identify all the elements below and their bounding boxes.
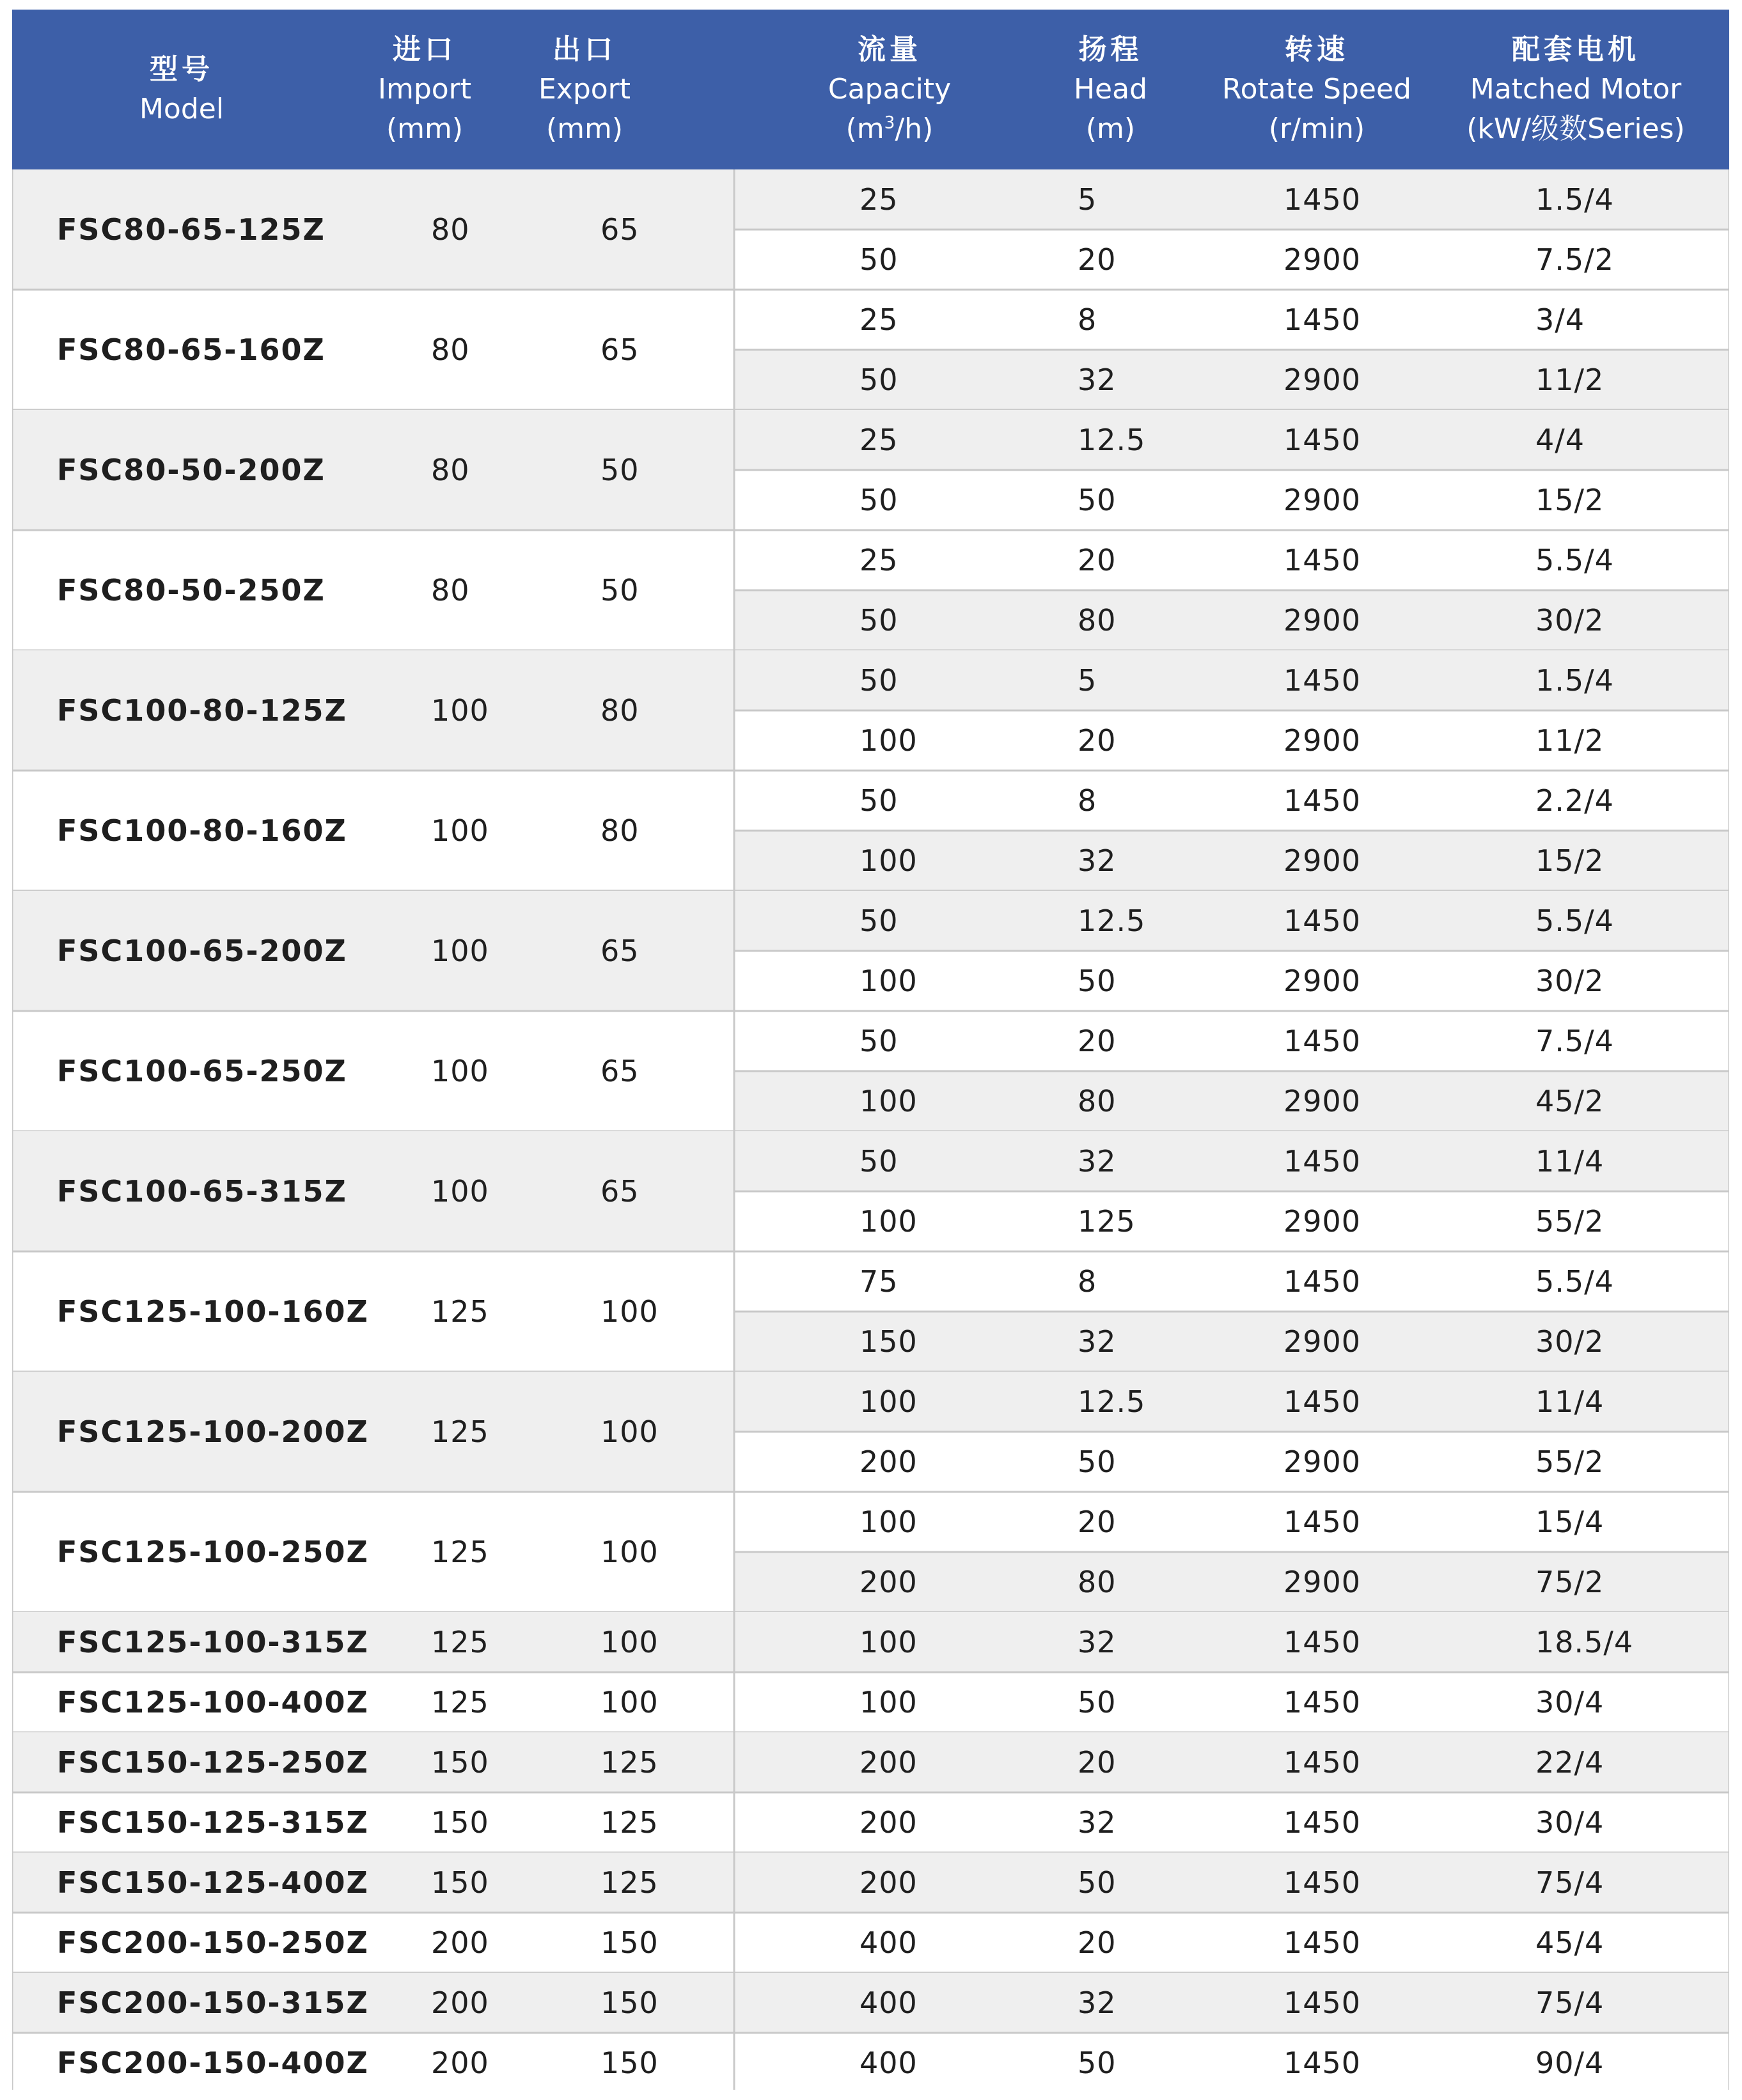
motor-cell: 18.5/4 [1535,1625,1634,1659]
motor-cell: 90/4 [1535,2046,1605,2080]
motor-cell: 55/2 [1535,1204,1605,1239]
import-cell: 125 [431,1685,489,1720]
speed-cell: 2900 [1283,843,1361,878]
export-cell: 65 [600,1174,640,1209]
capacity-cell: 25 [859,182,898,217]
import-cell: 100 [431,934,489,968]
capacity-cell: 200 [859,1865,918,1900]
header-motor-unit: (kW/级数Series) [1466,113,1685,145]
header-capacity-en: Capacity [828,73,952,106]
motor-cell: 30/2 [1535,1324,1605,1359]
speed-cell: 1450 [1283,302,1361,337]
capacity-cell: 50 [859,904,898,938]
header-head-zh: 扬程 [1078,33,1143,66]
capacity-cell: 100 [859,723,918,758]
model-cell: FSC150-125-250Z [57,1745,369,1780]
head-cell: 12.5 [1078,423,1146,457]
capacity-cell: 25 [859,302,898,337]
speed-cell: 2900 [1283,363,1361,397]
head-cell: 32 [1078,363,1117,397]
import-cell: 100 [431,693,489,728]
capacity-cell: 400 [859,1925,918,1960]
capacity-cell: 50 [859,1024,898,1058]
head-cell: 20 [1078,543,1117,577]
capacity-cell: 50 [859,242,898,277]
model-cell: FSC100-65-250Z [57,1054,347,1088]
head-cell: 5 [1078,182,1097,217]
import-cell: 100 [431,1054,489,1088]
head-cell: 32 [1078,1324,1117,1359]
motor-cell: 75/4 [1535,1986,1605,2020]
head-cell: 20 [1078,1505,1117,1539]
header-speed-zh: 转速 [1285,33,1349,66]
header-model [12,10,351,169]
head-cell: 32 [1078,1986,1117,2020]
speed-cell: 1450 [1283,783,1361,818]
motor-cell: 15/4 [1535,1505,1605,1539]
import-cell: 125 [431,1414,489,1449]
motor-cell: 5.5/4 [1535,1264,1614,1299]
speed-cell: 2900 [1283,1324,1361,1359]
head-cell: 20 [1078,242,1117,277]
motor-cell: 5.5/4 [1535,543,1614,577]
speed-cell: 1450 [1283,1986,1361,2020]
import-cell: 150 [431,1865,489,1900]
speed-cell: 1450 [1283,423,1361,457]
model-cell: FSC200-150-315Z [57,1986,369,2020]
import-cell: 125 [431,1294,489,1329]
motor-cell: 75/2 [1535,1565,1605,1599]
motor-cell: 45/4 [1535,1925,1605,1960]
export-cell: 65 [600,212,640,247]
import-cell: 150 [431,1745,489,1780]
header-model-en: Model [139,93,224,125]
speed-cell: 2900 [1283,964,1361,998]
capacity-cell: 50 [859,783,898,818]
capacity-cell: 150 [859,1324,918,1359]
motor-cell: 30/2 [1535,603,1605,638]
capacity-cell: 75 [859,1264,898,1299]
export-cell: 100 [600,1294,659,1329]
speed-cell: 1450 [1283,182,1361,217]
header-head-en: Head [1073,73,1148,106]
speed-cell: 2900 [1283,723,1361,758]
header-capacity-unit: $(m^3/h)$ [845,113,934,145]
header-import-en: Import [377,73,472,106]
capacity-cell: 400 [859,1986,918,2020]
header-import [351,10,498,169]
import-cell: 125 [431,1625,489,1659]
head-cell: 50 [1078,1445,1117,1479]
speed-cell: 1450 [1283,1625,1361,1659]
motor-cell: 4/4 [1535,423,1585,457]
header-capacity-zh: 流量 [858,33,922,66]
head-cell: 50 [1078,483,1117,517]
export-cell: 150 [600,1986,659,2020]
head-cell: 32 [1078,843,1117,878]
head-cell: 8 [1078,1264,1097,1299]
import-cell: 150 [431,1805,489,1840]
motor-cell: 5.5/4 [1535,904,1614,938]
header-speed-en: Rotate Speed [1222,73,1411,106]
speed-cell: 1450 [1283,1384,1361,1419]
export-cell: 100 [600,1625,659,1659]
import-cell: 80 [431,453,470,487]
export-cell: 100 [600,1535,659,1569]
model-cell: FSC80-65-125Z [57,212,326,247]
speed-cell: 1450 [1283,1865,1361,1900]
speed-cell: 1450 [1283,904,1361,938]
motor-cell: 30/4 [1535,1805,1605,1840]
motor-cell: 11/2 [1535,723,1605,758]
header-model-zh: 型号 [150,53,214,86]
header-export-en: Export [538,73,631,106]
export-cell: 150 [600,1925,659,1960]
header-motor-zh: 配套电机 [1512,33,1640,66]
speed-cell: 2900 [1283,1084,1361,1118]
capacity-cell: 50 [859,663,898,698]
head-cell: 12.5 [1078,904,1146,938]
export-cell: 65 [600,1054,640,1088]
motor-cell: 3/4 [1535,302,1585,337]
export-cell: 125 [600,1805,659,1840]
capacity-cell: 50 [859,363,898,397]
speed-cell: 1450 [1283,1805,1361,1840]
header-motor-en: Matched Motor [1470,73,1682,106]
model-cell: FSC100-65-315Z [57,1174,347,1209]
export-cell: 50 [600,453,640,487]
capacity-cell: 25 [859,543,898,577]
capacity-cell: 100 [859,1084,918,1118]
header-head [1010,10,1211,169]
export-cell: 125 [600,1745,659,1780]
import-cell: 125 [431,1535,489,1569]
motor-cell: 22/4 [1535,1745,1605,1780]
import-cell: 200 [431,1925,489,1960]
export-cell: 80 [600,693,640,728]
header-import-zh: 进口 [393,33,457,66]
model-cell: FSC125-100-160Z [57,1294,369,1329]
capacity-cell: 50 [859,1144,898,1179]
head-cell: 5 [1078,663,1097,698]
capacity-cell: 200 [859,1805,918,1840]
motor-cell: 11/2 [1535,363,1605,397]
capacity-cell: 100 [859,1204,918,1239]
speed-cell: 1450 [1283,1505,1361,1539]
motor-cell: 11/4 [1535,1144,1605,1179]
model-cell: FSC100-65-200Z [57,934,347,968]
motor-cell: 30/2 [1535,964,1605,998]
motor-cell: 2.2/4 [1535,783,1614,818]
motor-cell: 11/4 [1535,1384,1605,1419]
speed-cell: 2900 [1283,1204,1361,1239]
capacity-cell: 50 [859,603,898,638]
export-cell: 125 [600,1865,659,1900]
motor-cell: 7.5/2 [1535,242,1614,277]
capacity-cell: 100 [859,1505,918,1539]
speed-cell: 1450 [1283,1745,1361,1780]
model-cell: FSC125-100-200Z [57,1414,369,1449]
import-cell: 80 [431,573,470,607]
speed-cell: 1450 [1283,1024,1361,1058]
model-cell: FSC150-125-400Z [57,1865,369,1900]
head-cell: 32 [1078,1144,1117,1179]
motor-cell: 75/4 [1535,1865,1605,1900]
speed-cell: 1450 [1283,1685,1361,1720]
model-cell: FSC200-150-250Z [57,1925,369,1960]
speed-cell: 2900 [1283,1565,1361,1599]
speed-cell: 2900 [1283,483,1361,517]
head-cell: 20 [1078,1925,1117,1960]
header-head-unit: (m) [1085,113,1136,145]
header-export [498,10,671,169]
import-cell: 100 [431,813,489,848]
motor-cell: 1.5/4 [1535,663,1614,698]
export-cell: 50 [600,573,640,607]
motor-cell: 30/4 [1535,1685,1605,1720]
model-cell: FSC80-50-200Z [57,453,326,487]
head-cell: 50 [1078,1685,1117,1720]
head-cell: 8 [1078,783,1097,818]
header-import-unit: (mm) [386,113,464,145]
export-cell: 65 [600,333,640,367]
import-cell: 200 [431,1986,489,2020]
import-cell: 100 [431,1174,489,1209]
motor-cell: 1.5/4 [1535,182,1614,217]
speed-cell: 1450 [1283,1925,1361,1960]
capacity-cell: 100 [859,1384,918,1419]
head-cell: 12.5 [1078,1384,1146,1419]
speed-cell: 1450 [1283,1264,1361,1299]
motor-cell: 55/2 [1535,1445,1605,1479]
export-cell: 100 [600,1685,659,1720]
header-capacity [762,10,1017,169]
import-cell: 200 [431,2046,489,2080]
head-cell: 80 [1078,1565,1117,1599]
export-cell: 150 [600,2046,659,2080]
capacity-cell: 50 [859,483,898,517]
header-speed-unit: (r/min) [1268,113,1365,145]
head-cell: 20 [1078,1745,1117,1780]
header-speed [1211,10,1422,169]
model-cell: FSC125-100-400Z [57,1685,369,1720]
motor-cell: 15/2 [1535,843,1605,878]
speed-cell: 1450 [1283,1144,1361,1179]
capacity-cell: 100 [859,1625,918,1659]
head-cell: 32 [1078,1805,1117,1840]
header-motor [1422,10,1729,169]
head-cell: 50 [1078,964,1117,998]
head-cell: 80 [1078,1084,1117,1118]
speed-cell: 2900 [1283,603,1361,638]
speed-cell: 1450 [1283,663,1361,698]
capacity-cell: 200 [859,1745,918,1780]
export-cell: 100 [600,1414,659,1449]
model-cell: FSC125-100-250Z [57,1535,369,1569]
speed-cell: 2900 [1283,1445,1361,1479]
speed-cell: 1450 [1283,2046,1361,2080]
capacity-cell: 200 [859,1565,918,1599]
export-cell: 80 [600,813,640,848]
model-cell: FSC100-80-125Z [57,693,347,728]
model-cell: FSC80-50-250Z [57,573,326,607]
head-cell: 8 [1078,302,1097,337]
head-cell: 20 [1078,1024,1117,1058]
header-export-zh: 出口 [553,33,616,66]
model-cell: FSC200-150-400Z [57,2046,369,2080]
motor-cell: 45/2 [1535,1084,1605,1118]
model-cell: FSC150-125-315Z [57,1805,369,1840]
pump-spec-table [12,10,1729,2090]
capacity-cell: 25 [859,423,898,457]
export-cell: 65 [600,934,640,968]
model-cell: FSC80-65-160Z [57,333,326,367]
capacity-cell: 200 [859,1445,918,1479]
model-cell: FSC125-100-315Z [57,1625,369,1659]
speed-cell: 2900 [1283,242,1361,277]
import-cell: 80 [431,212,470,247]
import-cell: 80 [431,333,470,367]
head-cell: 32 [1078,1625,1117,1659]
capacity-cell: 100 [859,843,918,878]
head-cell: 50 [1078,1865,1117,1900]
head-cell: 20 [1078,723,1117,758]
capacity-cell: 100 [859,964,918,998]
header-export-unit: (mm) [545,113,624,145]
speed-cell: 1450 [1283,543,1361,577]
head-cell: 125 [1078,1204,1136,1239]
motor-cell: 15/2 [1535,483,1605,517]
head-cell: 80 [1078,603,1117,638]
motor-cell: 7.5/4 [1535,1024,1614,1058]
capacity-cell: 400 [859,2046,918,2080]
model-cell: FSC100-80-160Z [57,813,347,848]
capacity-cell: 100 [859,1685,918,1720]
head-cell: 50 [1078,2046,1117,2080]
